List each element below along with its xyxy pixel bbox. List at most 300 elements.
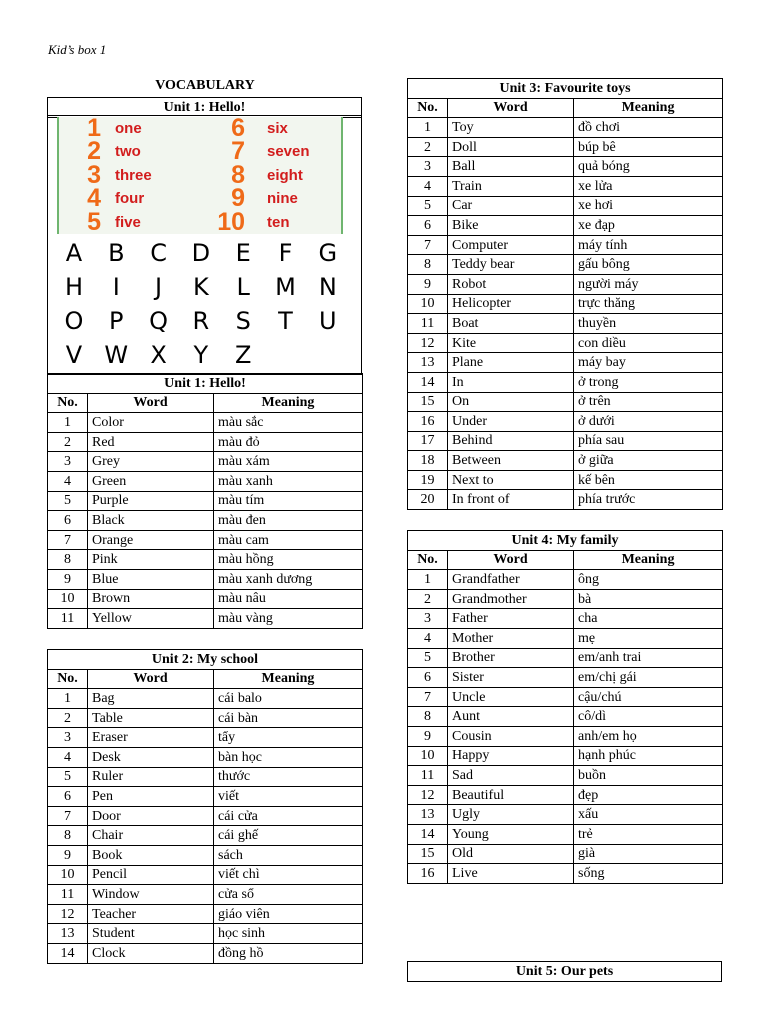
cell-no: 14 bbox=[48, 943, 88, 963]
alphabet-letter: E bbox=[235, 239, 251, 267]
number-digit: 3 bbox=[87, 160, 101, 189]
cell-no: 10 bbox=[48, 865, 88, 885]
alphabet-letter: C bbox=[150, 239, 167, 267]
number-digit: 7 bbox=[231, 137, 245, 166]
unit1-subtitle: Unit 1: Hello! bbox=[48, 374, 363, 394]
table-row bbox=[408, 785, 723, 805]
alphabet-letter: W bbox=[104, 341, 129, 369]
alphabet-letter: L bbox=[236, 273, 250, 301]
cell-meaning: gấu bông bbox=[574, 255, 723, 275]
cell-meaning: màu cam bbox=[214, 530, 363, 550]
table-row bbox=[408, 176, 723, 196]
cell-word: Purple bbox=[88, 491, 214, 511]
cell-word: Between bbox=[448, 451, 574, 471]
cell-no: 6 bbox=[408, 216, 448, 236]
cell-word: Computer bbox=[448, 235, 574, 255]
cell-meaning: cái bàn bbox=[214, 708, 363, 728]
cell-word: Blue bbox=[88, 569, 214, 589]
cell-meaning: viết bbox=[214, 787, 363, 807]
alphabet-letter: V bbox=[65, 341, 83, 369]
alphabet-letter: T bbox=[278, 307, 293, 335]
table-row bbox=[408, 707, 723, 727]
col-meaning: Meaning bbox=[574, 98, 723, 118]
cell-meaning: mẹ bbox=[574, 628, 723, 648]
cell-word: Old bbox=[448, 844, 574, 864]
cell-meaning: già bbox=[574, 844, 723, 864]
table-row bbox=[48, 432, 363, 452]
cell-meaning: em/anh trai bbox=[574, 648, 723, 668]
cell-no: 3 bbox=[48, 728, 88, 748]
cell-word: Book bbox=[88, 845, 214, 865]
cell-no: 3 bbox=[48, 452, 88, 472]
table-row bbox=[48, 452, 363, 472]
number-row bbox=[59, 207, 341, 236]
unit3-table bbox=[407, 78, 723, 510]
cell-meaning: tẩy bbox=[214, 728, 363, 748]
cell-no: 1 bbox=[408, 570, 448, 590]
table-row bbox=[408, 314, 723, 334]
cell-meaning: cửa sổ bbox=[214, 885, 363, 905]
cell-word: Teddy bear bbox=[448, 255, 574, 275]
cell-no: 7 bbox=[48, 530, 88, 550]
alphabet-letter: A bbox=[65, 239, 83, 267]
alphabet-letter: M bbox=[275, 273, 296, 301]
cell-no: 18 bbox=[408, 451, 448, 471]
table-row bbox=[48, 530, 363, 550]
cell-no: 12 bbox=[408, 785, 448, 805]
table-row bbox=[48, 569, 363, 589]
alphabet-letter: K bbox=[193, 273, 209, 301]
cell-no: 8 bbox=[48, 826, 88, 846]
cell-no: 2 bbox=[408, 589, 448, 609]
cell-meaning: cha bbox=[574, 609, 723, 629]
table-row bbox=[408, 766, 723, 786]
col-meaning: Meaning bbox=[574, 550, 723, 570]
table-row bbox=[408, 824, 723, 844]
table-row bbox=[408, 372, 723, 392]
table-row bbox=[408, 196, 723, 216]
cell-no: 5 bbox=[408, 196, 448, 216]
cell-no: 14 bbox=[408, 372, 448, 392]
table-row bbox=[408, 570, 723, 590]
table-row bbox=[408, 648, 723, 668]
cell-word: Doll bbox=[448, 137, 574, 157]
cell-word: Next to bbox=[448, 470, 574, 490]
cell-word: Father bbox=[448, 609, 574, 629]
cell-no: 11 bbox=[48, 609, 88, 629]
cell-word: Sister bbox=[448, 668, 574, 688]
number-row bbox=[59, 137, 341, 166]
cell-meaning: màu xám bbox=[214, 452, 363, 472]
table-row bbox=[48, 943, 363, 963]
cell-word: Student bbox=[88, 924, 214, 944]
cell-no: 7 bbox=[408, 235, 448, 255]
cell-word: Robot bbox=[448, 274, 574, 294]
cell-meaning: cái ghế bbox=[214, 826, 363, 846]
cell-word: Grandmother bbox=[448, 589, 574, 609]
col-word: Word bbox=[448, 550, 574, 570]
cell-meaning: đồ chơi bbox=[574, 118, 723, 138]
alphabet-letter: N bbox=[318, 273, 337, 301]
cell-word: Orange bbox=[88, 530, 214, 550]
cell-no: 1 bbox=[48, 413, 88, 433]
number-word: eight bbox=[267, 166, 303, 184]
number-row bbox=[59, 160, 341, 189]
cell-no: 9 bbox=[48, 569, 88, 589]
cell-meaning: phía sau bbox=[574, 431, 723, 451]
table-row bbox=[408, 353, 723, 373]
cell-meaning: xe đạp bbox=[574, 216, 723, 236]
cell-word: Brown bbox=[88, 589, 214, 609]
table-row bbox=[408, 805, 723, 825]
cell-meaning: buồn bbox=[574, 766, 723, 786]
cell-meaning: màu xanh dương bbox=[214, 569, 363, 589]
cell-word: Young bbox=[448, 824, 574, 844]
col-word: Word bbox=[88, 393, 214, 413]
cell-meaning: màu đen bbox=[214, 511, 363, 531]
cell-meaning: thuyền bbox=[574, 314, 723, 334]
cell-meaning: đồng hồ bbox=[214, 943, 363, 963]
cell-no: 2 bbox=[48, 432, 88, 452]
number-word: one bbox=[115, 120, 142, 137]
cell-no: 2 bbox=[48, 708, 88, 728]
table-row bbox=[408, 844, 723, 864]
cell-no: 9 bbox=[48, 845, 88, 865]
cell-word: Bag bbox=[88, 689, 214, 709]
cell-meaning: viết chì bbox=[214, 865, 363, 885]
number-digit: 9 bbox=[231, 184, 245, 213]
number-word: four bbox=[115, 190, 145, 208]
cell-word: Ugly bbox=[448, 805, 574, 825]
cell-word: Train bbox=[448, 176, 574, 196]
table-row bbox=[408, 431, 723, 451]
cell-meaning: máy bay bbox=[574, 353, 723, 373]
cell-word: Ruler bbox=[88, 767, 214, 787]
cell-word: In front of bbox=[448, 490, 574, 510]
table-row bbox=[408, 609, 723, 629]
number-word: two bbox=[115, 143, 141, 161]
table-row bbox=[408, 157, 723, 177]
cell-no: 8 bbox=[408, 255, 448, 275]
cell-no: 1 bbox=[48, 689, 88, 709]
cell-word: Grandfather bbox=[448, 570, 574, 590]
number-word: seven bbox=[267, 143, 310, 161]
cell-meaning: xe hơi bbox=[574, 196, 723, 216]
number-digit: 10 bbox=[217, 207, 245, 236]
cell-no: 4 bbox=[408, 176, 448, 196]
cell-meaning: thước bbox=[214, 767, 363, 787]
table-row bbox=[408, 255, 723, 275]
cell-no: 8 bbox=[408, 707, 448, 727]
table-row bbox=[48, 413, 363, 433]
cell-word: Green bbox=[88, 471, 214, 491]
cell-no: 12 bbox=[48, 904, 88, 924]
table-row bbox=[48, 885, 363, 905]
cell-meaning: học sinh bbox=[214, 924, 363, 944]
cell-meaning: xấu bbox=[574, 805, 723, 825]
alphabet-letter: G bbox=[318, 239, 338, 267]
cell-word: Kite bbox=[448, 333, 574, 353]
alphabet-letter: Q bbox=[149, 307, 169, 335]
cell-meaning: anh/em họ bbox=[574, 726, 723, 746]
cell-word: Eraser bbox=[88, 728, 214, 748]
cell-meaning: màu đỏ bbox=[214, 432, 363, 452]
cell-meaning: ở trong bbox=[574, 372, 723, 392]
table-row bbox=[48, 589, 363, 609]
alphabet-letter: B bbox=[108, 239, 125, 267]
cell-no: 5 bbox=[48, 491, 88, 511]
cell-no: 4 bbox=[48, 471, 88, 491]
table-row bbox=[48, 689, 363, 709]
cell-meaning: cô/dì bbox=[574, 707, 723, 727]
number-digit: 2 bbox=[87, 137, 101, 166]
cell-meaning: đẹp bbox=[574, 785, 723, 805]
number-digit: 6 bbox=[231, 114, 245, 142]
document-title: Kid’s box 1 bbox=[48, 42, 107, 57]
cell-word: On bbox=[448, 392, 574, 412]
cell-word: Color bbox=[88, 413, 214, 433]
table-row bbox=[408, 235, 723, 255]
table-row bbox=[48, 826, 363, 846]
unit1-colors-table bbox=[47, 373, 363, 629]
alphabet-letter: S bbox=[235, 307, 251, 335]
table-row bbox=[408, 274, 723, 294]
cell-word: Door bbox=[88, 806, 214, 826]
cell-word: Chair bbox=[88, 826, 214, 846]
cell-meaning: màu nâu bbox=[214, 589, 363, 609]
cell-no: 5 bbox=[48, 767, 88, 787]
cell-meaning: bàn học bbox=[214, 747, 363, 767]
table-row bbox=[48, 904, 363, 924]
table-row bbox=[408, 137, 723, 157]
unit2-table bbox=[47, 649, 363, 964]
cell-no: 4 bbox=[408, 628, 448, 648]
unit1-title: Unit 1: Hello! bbox=[48, 98, 362, 118]
cell-no: 14 bbox=[408, 824, 448, 844]
table-row bbox=[408, 864, 723, 884]
unit4-table bbox=[407, 530, 723, 884]
cell-no: 9 bbox=[408, 274, 448, 294]
table-row bbox=[408, 589, 723, 609]
cell-meaning: búp bê bbox=[574, 137, 723, 157]
cell-no: 11 bbox=[408, 766, 448, 786]
table-row bbox=[48, 787, 363, 807]
table-row bbox=[48, 924, 363, 944]
unit4-title: Unit 4: My family bbox=[408, 531, 723, 551]
alphabet-letter: I bbox=[112, 273, 120, 301]
cell-no: 15 bbox=[408, 844, 448, 864]
cell-no: 3 bbox=[408, 609, 448, 629]
cell-no: 13 bbox=[408, 805, 448, 825]
cell-word: Grey bbox=[88, 452, 214, 472]
table-row bbox=[48, 609, 363, 629]
cell-word: Window bbox=[88, 885, 214, 905]
unit2-title: Unit 2: My school bbox=[48, 650, 363, 670]
cell-no: 16 bbox=[408, 864, 448, 884]
cell-word: Bike bbox=[448, 216, 574, 236]
alphabet-letter: H bbox=[64, 273, 84, 301]
vocabulary-heading: VOCABULARY bbox=[155, 78, 255, 93]
alphabet-letter: X bbox=[150, 341, 167, 369]
alphabet-letter: U bbox=[319, 307, 337, 335]
table-row bbox=[48, 471, 363, 491]
alphabet-letter: Y bbox=[193, 341, 209, 369]
cell-meaning: trực thăng bbox=[574, 294, 723, 314]
table-row bbox=[408, 392, 723, 412]
cell-meaning: sống bbox=[574, 864, 723, 884]
numbers-chart bbox=[57, 114, 343, 236]
alphabet-letter: F bbox=[278, 239, 293, 267]
alphabet-letter: R bbox=[192, 307, 210, 335]
cell-no: 6 bbox=[48, 511, 88, 531]
table-row bbox=[408, 412, 723, 432]
alphabet-chart bbox=[57, 236, 353, 372]
number-row bbox=[59, 114, 341, 142]
cell-word: Clock bbox=[88, 943, 214, 963]
cell-word: Uncle bbox=[448, 687, 574, 707]
cell-no: 15 bbox=[408, 392, 448, 412]
cell-meaning: cái cửa bbox=[214, 806, 363, 826]
cell-word: Yellow bbox=[88, 609, 214, 629]
alphabet-letter: Z bbox=[234, 341, 252, 369]
table-row bbox=[408, 216, 723, 236]
cell-meaning: trẻ bbox=[574, 824, 723, 844]
cell-no: 6 bbox=[408, 668, 448, 688]
cell-word: Toy bbox=[448, 118, 574, 138]
table-row bbox=[408, 470, 723, 490]
col-word: Word bbox=[88, 669, 214, 689]
cell-no: 6 bbox=[48, 787, 88, 807]
cell-no: 2 bbox=[408, 137, 448, 157]
number-word: three bbox=[115, 166, 152, 184]
table-row bbox=[48, 491, 363, 511]
col-meaning: Meaning bbox=[214, 669, 363, 689]
cell-no: 4 bbox=[48, 747, 88, 767]
cell-word: Desk bbox=[88, 747, 214, 767]
cell-no: 16 bbox=[408, 412, 448, 432]
cell-meaning: cái balo bbox=[214, 689, 363, 709]
cell-word: Behind bbox=[448, 431, 574, 451]
col-meaning: Meaning bbox=[214, 393, 363, 413]
cell-no: 20 bbox=[408, 490, 448, 510]
table-row bbox=[408, 294, 723, 314]
cell-no: 13 bbox=[48, 924, 88, 944]
table-row bbox=[408, 628, 723, 648]
cell-word: Table bbox=[88, 708, 214, 728]
cell-word: Live bbox=[448, 864, 574, 884]
cell-no: 10 bbox=[408, 746, 448, 766]
table-row bbox=[408, 333, 723, 353]
cell-word: Black bbox=[88, 511, 214, 531]
cell-meaning: người máy bbox=[574, 274, 723, 294]
cell-word: Teacher bbox=[88, 904, 214, 924]
cell-word: Sad bbox=[448, 766, 574, 786]
cell-no: 1 bbox=[408, 118, 448, 138]
table-row bbox=[48, 747, 363, 767]
cell-word: Car bbox=[448, 196, 574, 216]
cell-meaning: máy tính bbox=[574, 235, 723, 255]
table-row bbox=[408, 746, 723, 766]
cell-meaning: màu hồng bbox=[214, 550, 363, 570]
col-no: No. bbox=[48, 669, 88, 689]
col-no: No. bbox=[48, 393, 88, 413]
table-row bbox=[48, 767, 363, 787]
cell-word: Pink bbox=[88, 550, 214, 570]
table-row bbox=[48, 708, 363, 728]
cell-no: 19 bbox=[408, 470, 448, 490]
cell-meaning: phía trước bbox=[574, 490, 723, 510]
cell-no: 11 bbox=[408, 314, 448, 334]
cell-word: Beautiful bbox=[448, 785, 574, 805]
cell-no: 7 bbox=[48, 806, 88, 826]
cell-word: Cousin bbox=[448, 726, 574, 746]
number-word: six bbox=[267, 120, 288, 137]
alphabet-letter: D bbox=[191, 239, 211, 267]
cell-meaning: ông bbox=[574, 570, 723, 590]
unit3-title: Unit 3: Favourite toys bbox=[408, 79, 723, 99]
cell-meaning: sách bbox=[214, 845, 363, 865]
cell-no: 9 bbox=[408, 726, 448, 746]
cell-meaning: kế bên bbox=[574, 470, 723, 490]
col-no: No. bbox=[408, 98, 448, 118]
number-digit: 8 bbox=[231, 160, 245, 189]
cell-meaning: em/chị gái bbox=[574, 668, 723, 688]
cell-no: 10 bbox=[408, 294, 448, 314]
cell-word: Boat bbox=[448, 314, 574, 334]
unit5-title: Unit 5: Our pets bbox=[408, 962, 722, 982]
cell-word: Brother bbox=[448, 648, 574, 668]
cell-meaning: cậu/chú bbox=[574, 687, 723, 707]
cell-no: 5 bbox=[408, 648, 448, 668]
col-word: Word bbox=[448, 98, 574, 118]
cell-no: 12 bbox=[408, 333, 448, 353]
table-row bbox=[48, 550, 363, 570]
cell-word: Under bbox=[448, 412, 574, 432]
cell-no: 17 bbox=[408, 431, 448, 451]
table-row bbox=[48, 511, 363, 531]
cell-meaning: màu xanh bbox=[214, 471, 363, 491]
cell-no: 7 bbox=[408, 687, 448, 707]
table-row bbox=[48, 806, 363, 826]
table-row bbox=[408, 726, 723, 746]
cell-no: 11 bbox=[48, 885, 88, 905]
cell-word: Helicopter bbox=[448, 294, 574, 314]
cell-no: 10 bbox=[48, 589, 88, 609]
number-word: ten bbox=[267, 213, 290, 231]
number-word: nine bbox=[267, 190, 298, 208]
number-word: five bbox=[115, 213, 141, 231]
cell-word: Ball bbox=[448, 157, 574, 177]
cell-meaning: giáo viên bbox=[214, 904, 363, 924]
cell-word: Mother bbox=[448, 628, 574, 648]
cell-word: Happy bbox=[448, 746, 574, 766]
table-row bbox=[408, 687, 723, 707]
cell-word: Red bbox=[88, 432, 214, 452]
cell-meaning: ở giữa bbox=[574, 451, 723, 471]
cell-word: Plane bbox=[448, 353, 574, 373]
col-no: No. bbox=[408, 550, 448, 570]
cell-no: 13 bbox=[408, 353, 448, 373]
alphabet-letter: O bbox=[64, 307, 84, 335]
cell-word: In bbox=[448, 372, 574, 392]
table-row bbox=[48, 865, 363, 885]
number-digit: 1 bbox=[87, 114, 101, 142]
table-row bbox=[48, 845, 363, 865]
cell-meaning: ở dưới bbox=[574, 412, 723, 432]
cell-meaning: xe lửa bbox=[574, 176, 723, 196]
table-row bbox=[408, 490, 723, 510]
cell-meaning: màu tím bbox=[214, 491, 363, 511]
